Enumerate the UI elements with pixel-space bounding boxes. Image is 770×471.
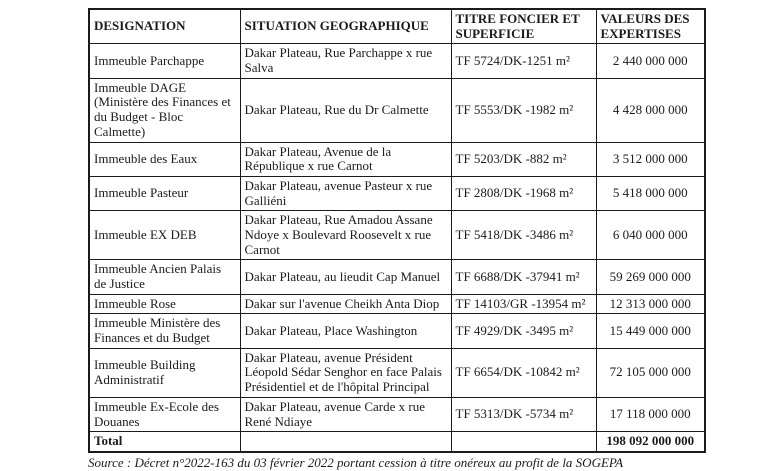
column-header-designation: DESIGNATION	[89, 9, 240, 44]
total-titre-empty	[451, 432, 596, 452]
total-value: 198 092 000 000	[596, 432, 705, 452]
column-header-titre-foncier: TITRE FONCIER ET SUPERFICIE	[451, 9, 596, 44]
property-valuation-table	[88, 8, 706, 453]
total-situation-empty	[240, 432, 451, 452]
total-row	[89, 432, 705, 452]
designation-cell: Immeuble DAGE (Ministère des Finances et du Budget - Bloc Calmette)	[89, 78, 240, 142]
valeur-cell: 6 040 000 000	[596, 211, 705, 260]
designation-cell: Immeuble EX DEB	[89, 211, 240, 260]
titre-cell: TF 6688/DK -37941 m²	[451, 260, 596, 294]
table-row	[89, 260, 705, 294]
designation-cell: Immeuble Ministère des Finances et du Budget	[89, 314, 240, 348]
table-row	[89, 44, 705, 78]
titre-cell: TF 5418/DK -3486 m²	[451, 211, 596, 260]
situation-cell: Dakar Plateau, Rue Parchappe x rue Salva	[240, 44, 451, 78]
table-row	[89, 78, 705, 142]
situation-cell: Dakar Plateau, Place Washington	[240, 314, 451, 348]
titre-cell: TF 14103/GR -13954 m²	[451, 294, 596, 314]
titre-cell: TF 5724/DK-1251 m²	[451, 44, 596, 78]
column-header-situation-geographique: SITUATION GEOGRAPHIQUE	[240, 9, 451, 44]
valeur-cell: 72 105 000 000	[596, 348, 705, 397]
titre-cell: TF 6654/DK -10842 m²	[451, 348, 596, 397]
valeur-cell: 15 449 000 000	[596, 314, 705, 348]
table-row	[89, 348, 705, 397]
situation-cell: Dakar Plateau, au lieudit Cap Manuel	[240, 260, 451, 294]
table-header-row	[89, 9, 705, 44]
designation-cell: Immeuble Building Administratif	[89, 348, 240, 397]
table-row	[89, 314, 705, 348]
situation-cell: Dakar Plateau, avenue Président Léopold Sédar Senghor en face Palais Présidentiel et de l'hôpital Principal	[240, 348, 451, 397]
valeur-cell: 3 512 000 000	[596, 142, 705, 176]
valeur-cell: 59 269 000 000	[596, 260, 705, 294]
table-row	[89, 176, 705, 210]
designation-cell: Immeuble Ancien Palais de Justice	[89, 260, 240, 294]
valeur-cell: 17 118 000 000	[596, 397, 705, 431]
table-row	[89, 397, 705, 431]
situation-cell: Dakar Plateau, Rue du Dr Calmette	[240, 78, 451, 142]
situation-cell: Dakar Plateau, Avenue de la République x rue Carnot	[240, 142, 451, 176]
titre-cell: TF 5203/DK -882 m²	[451, 142, 596, 176]
valeur-cell: 5 418 000 000	[596, 176, 705, 210]
titre-cell: TF 2808/DK -1968 m²	[451, 176, 596, 210]
situation-cell: Dakar sur l'avenue Cheikh Anta Diop	[240, 294, 451, 314]
titre-cell: TF 4929/DK -3495 m²	[451, 314, 596, 348]
valeur-cell: 4 428 000 000	[596, 78, 705, 142]
designation-cell: Immeuble Ex-Ecole des Douanes	[89, 397, 240, 431]
source-note: Source : Décret n°2022-163 du 03 février 2022 portant cession à titre onéreux au profit de la SOGEPA	[88, 454, 624, 470]
situation-cell: Dakar Plateau, avenue Carde x rue René Ndiaye	[240, 397, 451, 431]
designation-cell: Immeuble Pasteur	[89, 176, 240, 210]
valeur-cell: 2 440 000 000	[596, 44, 705, 78]
table-row	[89, 142, 705, 176]
valeur-cell: 12 313 000 000	[596, 294, 705, 314]
table-row	[89, 211, 705, 260]
table-body	[89, 44, 705, 432]
titre-cell: TF 5553/DK -1982 m²	[451, 78, 596, 142]
titre-cell: TF 5313/DK -5734 m²	[451, 397, 596, 431]
designation-cell: Immeuble Parchappe	[89, 44, 240, 78]
total-label: Total	[89, 432, 240, 452]
designation-cell: Immeuble Rose	[89, 294, 240, 314]
designation-cell: Immeuble des Eaux	[89, 142, 240, 176]
situation-cell: Dakar Plateau, Rue Amadou Assane Ndoye x Boulevard Roosevelt x rue Carnot	[240, 211, 451, 260]
column-header-valeurs-expertises: VALEURS DES EXPERTISES	[596, 9, 705, 44]
table-row	[89, 294, 705, 314]
situation-cell: Dakar Plateau, avenue Pasteur x rue Galliéni	[240, 176, 451, 210]
